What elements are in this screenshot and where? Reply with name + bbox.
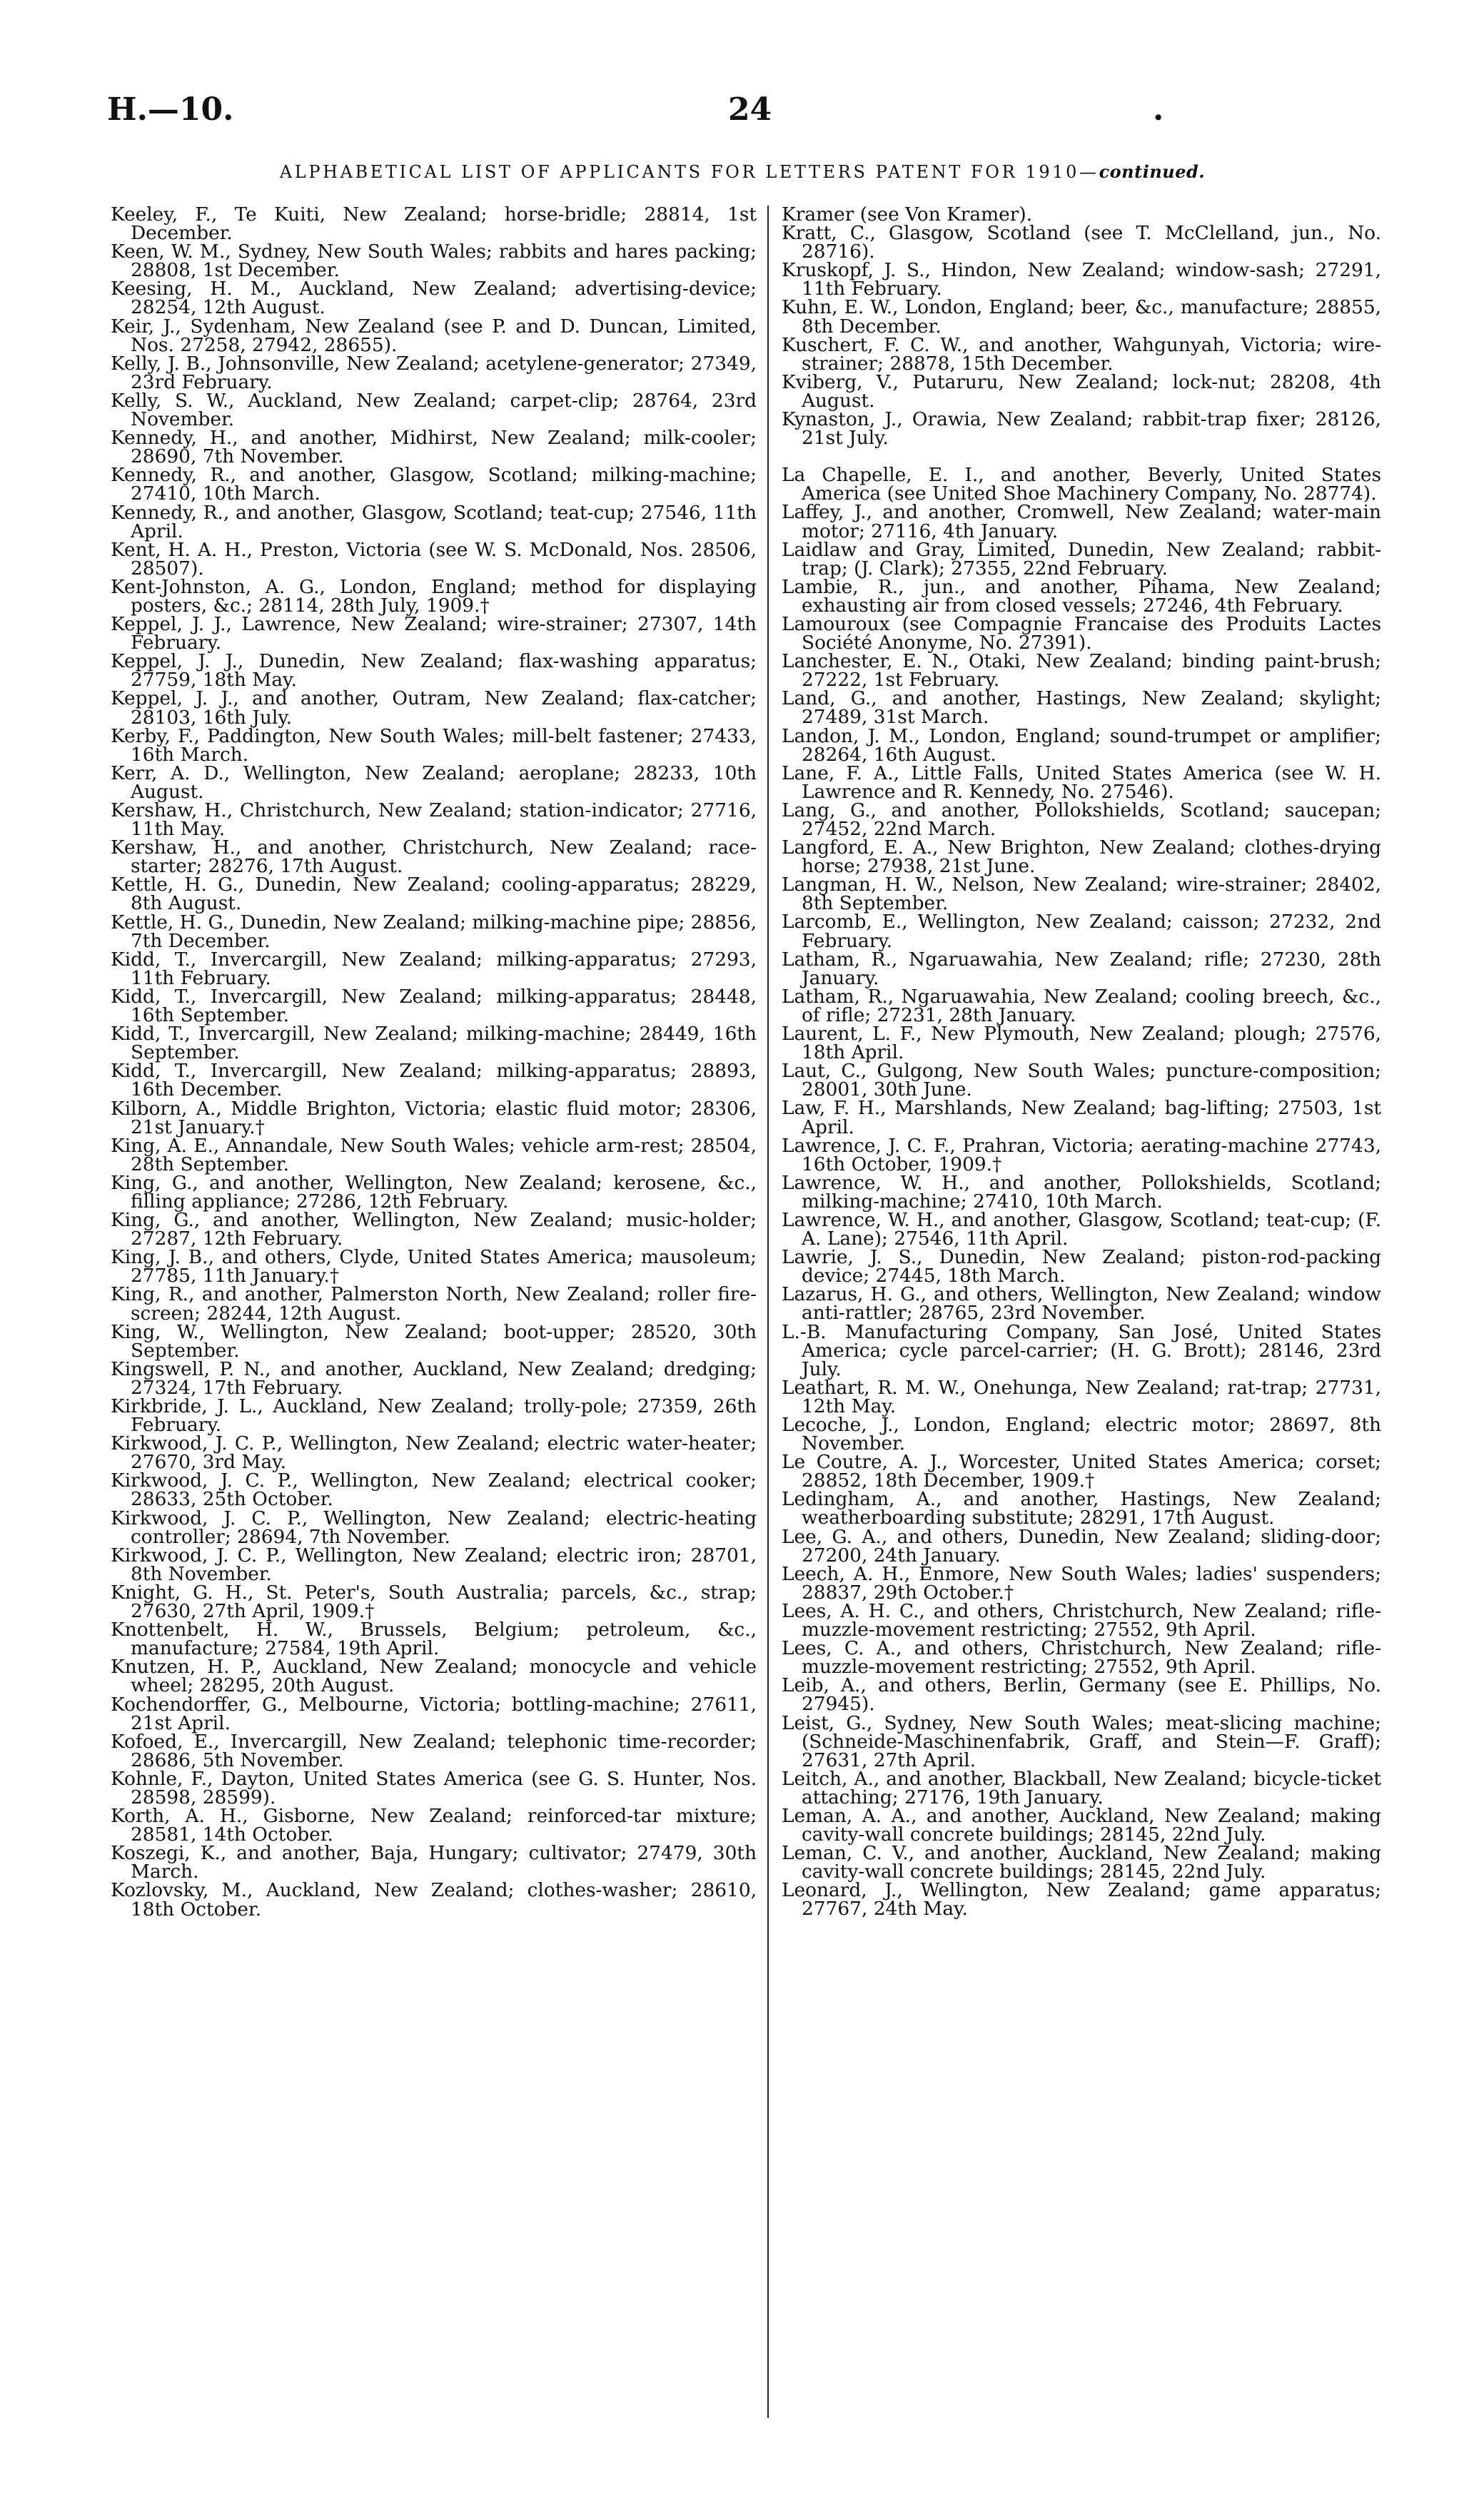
list-entry: Landon, J. M., London, England; sound-trumpet or amplifier; 28264, 16th August. <box>782 724 1381 766</box>
list-entry: King, W., Wellington, New Zealand; boot-upper; 28520, 30th September. <box>111 1320 757 1362</box>
list-entry: Kirkwood, J. C. P., Wellington, New Zealand; electric iron; 28701, 8th November. <box>111 1544 757 1585</box>
list-entry: Lazarus, H. G., and others, Wellington, New Zealand; window anti-rattler; 28765, 23rd November. <box>782 1283 1381 1325</box>
list-entry: Lambie, R., jun., and another, Pihama, New Zealand; exhausting air from closed vessels; 27246, 4th February. <box>782 575 1381 617</box>
list-entry: Le Coutre, A. J., Worcester, United States America; corset; 28852, 18th December, 1909.† <box>782 1451 1381 1492</box>
list-entry: Lang, G., and another, Pollokshields, Scotland; saucepan; 27452, 22nd March. <box>782 799 1381 840</box>
list-entry: Kerby, F., Paddington, New South Wales; mill-belt fastener; 27433, 16th March. <box>111 724 757 766</box>
list-entry: Kennedy, H., and another, Midhirst, New Zealand; milk-cooler; 28690, 7th November. <box>111 427 757 468</box>
page-title <box>128 161 1356 182</box>
list-entry: Kelly, J. B., Johnsonville, New Zealand; acetylene-generator; 27349, 23rd February. <box>111 352 757 393</box>
list-entry: Land, G., and another, Hastings, New Zealand; skylight; 27489, 31st March. <box>782 687 1381 729</box>
list-entry: Kidd, T., Invercargill, New Zealand; milking-apparatus; 27293, 11th February. <box>111 948 757 989</box>
list-entry: Latham, R., Ngaruawahia, New Zealand; cooling breech, &c., of rifle; 27231, 28th January. <box>782 985 1381 1026</box>
left-column <box>111 203 757 1921</box>
list-entry: Leathart, R. M. W., Onehunga, New Zealand; rat-trap; 27731, 12th May. <box>782 1376 1381 1417</box>
list-entry: L.-B. Manufacturing Company, San José, United States America; cycle parcel-carrier; (H. G. Brott); 28146, 23rd July. <box>782 1320 1381 1380</box>
list-entry: Kent-Johnston, A. G., London, England; method for displaying posters, &c.; 28114, 28th July, 1909.† <box>111 575 757 617</box>
list-entry: Laurent, L. F., New Plymouth, New Zealand; plough; 27576, 18th April. <box>782 1023 1381 1064</box>
list-entry: Leitch, A., and another, Blackball, New Zealand; bicycle-ticket attaching; 27176, 19th January. <box>782 1767 1381 1808</box>
list-entry: Kratt, C., Glasgow, Scotland (see T. McClelland, jun., No. 28716). <box>782 222 1381 263</box>
list-entry: Kochendorffer, G., Melbourne, Victoria; bottling-machine; 27611, 21st April. <box>111 1693 757 1734</box>
list-entry: Kidd, T., Invercargill, New Zealand; milking-apparatus; 28448, 16th September. <box>111 985 757 1027</box>
list-entry: Kennedy, R., and another, Glasgow, Scotland; milking-machine; 27410, 10th March. <box>111 464 757 505</box>
list-entry: Larcomb, E., Wellington, New Zealand; caisson; 27232, 2nd February. <box>782 911 1381 952</box>
page-title-continued: continued. <box>1099 161 1206 182</box>
list-entry: Lamouroux (see Compagnie Francaise des Produits Lactes Société Anonyme, No. 27391). <box>782 612 1381 654</box>
list-entry: Kent, H. A. H., Preston, Victoria (see W. S. McDonald, Nos. 28506, 28507). <box>111 538 757 580</box>
list-entry: Keeley, F., Te Kuiti, New Zealand; horse-bridle; 28814, 1st December. <box>111 203 757 245</box>
list-entry: Lees, A. H. C., and others, Christchurch, New Zealand; rifle-muzzle-movement restricting; 27552, 9th April. <box>782 1599 1381 1641</box>
list-entry: King, G., and another, Wellington, New Zealand; kerosene, &c., filling appliance; 27286, 12th February. <box>111 1171 757 1213</box>
list-entry: Kershaw, H., and another, Christchurch, New Zealand; race-starter; 28276, 17th August. <box>111 836 757 878</box>
list-entry: Lawrie, J. S., Dunedin, New Zealand; piston-rod-packing device; 27445, 18th March. <box>782 1246 1381 1287</box>
list-entry: Kruskopf, J. S., Hindon, New Zealand; window-sash; 27291, 11th February. <box>782 259 1381 300</box>
list-entry: Keen, W. M., Sydney, New South Wales; rabbits and hares packing; 28808, 1st December. <box>111 241 757 282</box>
list-entry: Lecoche, J., London, England; electric motor; 28697, 8th November. <box>782 1414 1381 1455</box>
list-entry: King, R., and another, Palmerston North, New Zealand; roller fire-screen; 28244, 12th August. <box>111 1283 757 1325</box>
list-entry: Laffey, J., and another, Cromwell, New Zealand; water-main motor; 27116, 4th January. <box>782 501 1381 542</box>
list-entry: Leech, A. H., Enmore, New South Wales; ladies' suspenders; 28837, 29th October.† <box>782 1562 1381 1604</box>
document-code: H.—10. <box>107 91 234 128</box>
list-entry: Kozlovsky, M., Auckland, New Zealand; clothes-washer; 28610, 18th October. <box>111 1879 757 1921</box>
column-divider <box>767 206 769 2418</box>
list-entry: Leman, C. V., and another, Auckland, New Zealand; making cavity-wall concrete buildings; 28145, 22nd July. <box>782 1842 1381 1883</box>
list-entry: King, J. B., and others, Clyde, United States America; mausoleum; 27785, 11th January.† <box>111 1246 757 1287</box>
list-entry: Knottenbelt, H. W., Brussels, Belgium; petroleum, &c., manufacture; 27584, 19th April. <box>111 1619 757 1660</box>
list-entry: Langman, H. W., Nelson, New Zealand; wire-strainer; 28402, 8th September. <box>782 874 1381 915</box>
list-entry: Kuhn, E. W., London, England; beer, &c., manufacture; 28855, 8th December. <box>782 296 1381 338</box>
list-entry: Kettle, H. G., Dunedin, New Zealand; cooling-apparatus; 28229, 8th August. <box>111 874 757 915</box>
list-entry: Keppel, J. J., and another, Outram, New Zealand; flax-catcher; 28103, 16th July. <box>111 687 757 729</box>
page-title-main: ALPHABETICAL LIST OF APPLICANTS FOR LETTERS PATENT FOR 1910— <box>279 162 1099 182</box>
list-entry: Kilborn, A., Middle Brighton, Victoria; elastic fluid motor; 28306, 21st January.† <box>111 1097 757 1138</box>
list-entry: Leonard, J., Wellington, New Zealand; game apparatus; 27767, 24th May. <box>782 1879 1381 1921</box>
list-entry: Latham, R., Ngaruawahia, New Zealand; rifle; 27230, 28th January. <box>782 948 1381 989</box>
list-entry: Kirkwood, J. C. P., Wellington, New Zealand; electric-heating controller; 28694, 7th November. <box>111 1507 757 1548</box>
list-entry: Kidd, T., Invercargill, New Zealand; milking-machine; 28449, 16th September. <box>111 1023 757 1064</box>
list-entry: Laut, C., Gulgong, New South Wales; puncture-composition; 28001, 30th June. <box>782 1060 1381 1101</box>
list-entry: Kviberg, V., Putaruru, New Zealand; lock-nut; 28208, 4th August. <box>782 370 1381 412</box>
list-entry: King, A. E., Annandale, New South Wales; vehicle arm-rest; 28504, 28th September. <box>111 1134 757 1175</box>
list-entry: Kingswell, P. N., and another, Auckland, New Zealand; dredging; 27324, 17th February. <box>111 1357 757 1399</box>
list-entry: Lawrence, W. H., and another, Pollokshields, Scotland; milking-machine; 27410, 10th March. <box>782 1171 1381 1213</box>
list-entry: Leist, G., Sydney, New South Wales; meat-slicing machine; (Schneide-Maschinenfabrik, Graff, and Stein—F. Graff); 27631, 27th April. <box>782 1711 1381 1771</box>
list-entry: Korth, A. H., Gisborne, New Zealand; reinforced-tar mixture; 28581, 14th October. <box>111 1805 757 1846</box>
list-entry: Lane, F. A., Little Falls, United States America (see W. H. Lawrence and R. Kennedy, No. 27546). <box>782 761 1381 803</box>
list-entry: Kirkwood, J. C. P., Wellington, New Zealand; electrical cooker; 28633, 25th October. <box>111 1469 757 1511</box>
header-mark: . <box>1153 91 1164 128</box>
list-entry: Lawrence, W. H., and another, Glasgow, Scotland; teat-cup; (F. A. Lane); 27546, 11th April. <box>782 1208 1381 1250</box>
list-entry: Kidd, T., Invercargill, New Zealand; milking-apparatus; 28893, 16th December. <box>111 1060 757 1101</box>
list-entry: Kirkwood, J. C. P., Wellington, New Zealand; electric water-heater; 27670, 3rd May. <box>111 1432 757 1474</box>
list-entry: Laidlaw and Gray, Limited, Dunedin, New Zealand; rabbit-trap; (J. Clark); 27355, 22nd February. <box>782 538 1381 580</box>
list-entry: Kirkbride, J. L., Auckland, New Zealand; trolly-pole; 27359, 26th February. <box>111 1395 757 1437</box>
list-entry: Lawrence, J. C. F., Prahran, Victoria; aerating-machine 27743, 16th October, 1909.† <box>782 1134 1381 1175</box>
list-entry: Keppel, J. J., Lawrence, New Zealand; wire-strainer; 27307, 14th February. <box>111 613 757 654</box>
list-entry: Leib, A., and others, Berlin, Germany (see E. Phillips, No. 27945). <box>782 1674 1381 1716</box>
list-entry: Kuschert, F. C. W., and another, Wahgunyah, Victoria; wire-strainer; 28878, 15th December. <box>782 333 1381 375</box>
list-entry: Leman, A. A., and another, Auckland, New Zealand; making cavity-wall concrete buildings; 28145, 22nd July. <box>782 1804 1381 1846</box>
list-entry: Knutzen, H. P., Auckland, New Zealand; monocycle and vehicle wheel; 28295, 20th August. <box>111 1656 757 1697</box>
list-entry: King, G., and another, Wellington, New Zealand; music-holder; 27287, 12th February. <box>111 1209 757 1250</box>
list-entry: Lee, G. A., and others, Dunedin, New Zealand; sliding-door; 27200, 24th January. <box>782 1525 1381 1567</box>
right-column <box>782 203 1381 1921</box>
list-entry: Kettle, H. G., Dunedin, New Zealand; milking-machine pipe; 28856, 7th December. <box>111 911 757 952</box>
list-entry: Keesing, H. M., Auckland, New Zealand; advertising-device; 28254, 12th August. <box>111 278 757 319</box>
list-entry: Kramer (see Von Kramer). <box>782 203 1033 226</box>
list-entry: Koszegi, K., and another, Baja, Hungary; cultivator; 27479, 30th March. <box>111 1842 757 1883</box>
list-entry: Keppel, J. J., Dunedin, New Zealand; flax-washing apparatus; 27759, 18th May. <box>111 650 757 692</box>
list-entry: Knight, G. H., St. Peter's, South Australia; parcels, &c., strap; 27630, 27th April, 1909.† <box>111 1581 757 1623</box>
list-entry: Langford, E. A., New Brighton, New Zealand; clothes-drying horse; 27938, 21st June. <box>782 836 1381 878</box>
list-entry: Kofoed, E., Invercargill, New Zealand; telephonic time-recorder; 28686, 5th November. <box>111 1730 757 1771</box>
list-entry: Keir, J., Sydenham, New Zealand (see P. and D. Duncan, Limited, Nos. 27258, 27942, 28655). <box>111 315 757 356</box>
list-entry: Kerr, A. D., Wellington, New Zealand; aeroplane; 28233, 10th August. <box>111 761 757 803</box>
list-entry: Ledingham, A., and another, Hastings, New Zealand; weatherboarding substitute; 28291, 17th August. <box>782 1488 1381 1529</box>
list-entry: Kennedy, R., and another, Glasgow, Scotland; teat-cup; 27546, 11th April. <box>111 501 757 542</box>
list-entry: La Chapelle, E. I., and another, Beverly, United States America (see United Shoe Machinery Company, No. 28774). <box>782 464 1381 505</box>
list-entry: Kynaston, J., Orawia, New Zealand; rabbit-trap fixer; 28126, 21st July. <box>782 408 1381 450</box>
list-entry: Kelly, S. W., Auckland, New Zealand; carpet-clip; 28764, 23rd November. <box>111 389 757 431</box>
list-entry: Kershaw, H., Christchurch, New Zealand; station-indicator; 27716, 11th May. <box>111 799 757 841</box>
list-entry: Lees, C. A., and others, Christchurch, New Zealand; rifle-muzzle-movement restricting; 27552, 9th April. <box>782 1637 1381 1679</box>
list-entry: Lanchester, E. N., Otaki, New Zealand; binding paint-brush; 27222, 1st February. <box>782 650 1381 692</box>
page-number: 24 <box>728 91 772 128</box>
list-entry: Law, F. H., Marshlands, New Zealand; bag-lifting; 27503, 1st April. <box>782 1097 1381 1138</box>
list-entry: Kohnle, F., Dayton, United States America (see G. S. Hunter, Nos. 28598, 28599). <box>111 1767 757 1808</box>
